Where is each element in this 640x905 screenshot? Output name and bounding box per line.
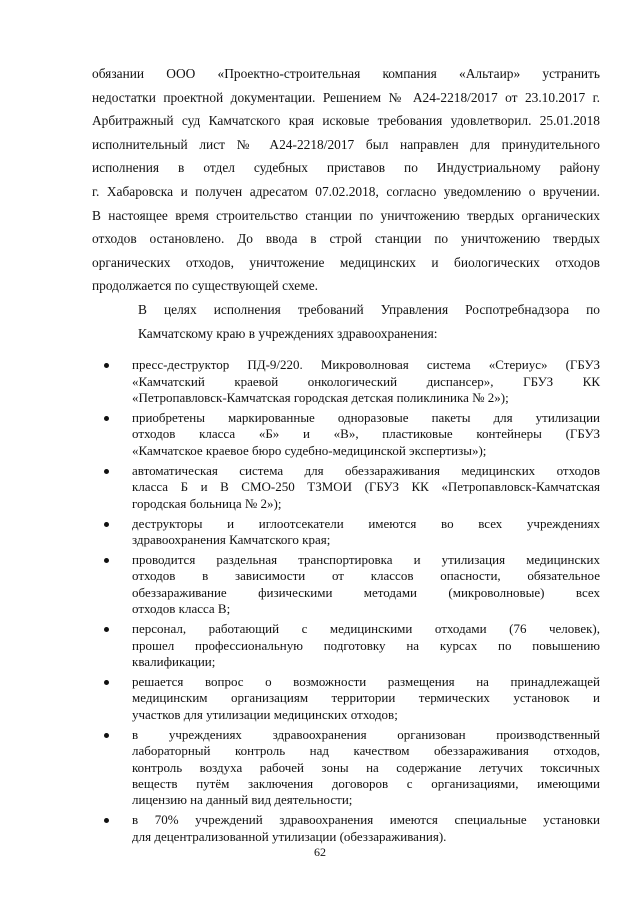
bullet-icon (104, 733, 109, 738)
text-line: недостатки проектной документации. Решением № А24-2218/2017 от 23.10.2017 г. (92, 89, 600, 105)
list-item-line: отходов класса «Б» и «В», пластиковые контейнеры (ГБУЗ (132, 426, 600, 442)
text-line: г. Хабаровска и получен адресатом 07.02.2018, согласно уведомлению о вручении. (92, 183, 600, 199)
list-item (92, 552, 600, 618)
page-number: 62 (314, 845, 326, 859)
list-item-line: в учреждениях здравоохранения организован производственный (132, 726, 600, 742)
list-item (92, 674, 600, 723)
list-item (92, 410, 600, 459)
list-item-line: веществ путём заключения договоров с организациями, имеющими (132, 776, 600, 792)
list-item-line: прошел профессиональную подготовку на курсах по повышению (132, 637, 600, 653)
paragraph (92, 298, 600, 345)
list-item-line: «Камчатский краевой онкологический диспансер», ГБУЗ КК (132, 373, 600, 389)
list-item-line: отходов класса В; (132, 601, 231, 617)
list-item-line: «Камчатское краевое бюро судебно-медицинской экспертизы»); (132, 442, 487, 458)
text-line: исполнительный лист № А24-2218/2017 был направлен для принудительного (92, 136, 600, 152)
list-item-line: пресс-деструктор ПД-9/220. Микроволновая система «Стериус» (ГБУЗ (132, 357, 600, 373)
list-item-line: персонал, работающий с медицинскими отходами (76 человек), (132, 621, 600, 637)
text-line: органических отходов, уничтожение медицинских и биологических отходов (92, 254, 600, 270)
list-item-line: для децентрализованной утилизации (обеззараживания). (132, 828, 447, 844)
list-item-line: приобретены маркированные одноразовые пакеты для утилизации (132, 409, 600, 425)
list-item-line: участков для утилизации медицинских отходов; (132, 706, 398, 722)
paragraph (92, 62, 600, 298)
text-line: исполнения в отдел судебных приставов по Индустриальному району (92, 160, 600, 176)
body-text (92, 62, 600, 345)
bullet-icon (104, 522, 109, 527)
list-item-line: контроль воздуха рабочей зоны на содержание летучих токсичных (132, 759, 600, 775)
list-item-line: квалификации; (132, 654, 216, 669)
list-item (92, 727, 600, 809)
list-item-line: здравоохранения Камчатского края; (132, 531, 331, 547)
list-item (92, 357, 600, 406)
bullet-icon (104, 469, 109, 474)
bullet-icon (104, 416, 109, 421)
bullet-icon (104, 363, 109, 368)
list-item-line: автоматическая система для обеззараживания медицинских отходов (132, 462, 600, 478)
text-line: В настоящее время строительство станции по уничтожению твердых органических (92, 207, 600, 223)
list-item-line: деструкторы и иглоотсекатели имеются во всех учреждениях (132, 515, 600, 531)
list-item-line: лицензию на данный вид деятельности; (132, 792, 353, 808)
list-item (92, 621, 600, 670)
text-line: Арбитражный суд Камчатского края исковые требования удовлетворил. 25.01.2018 (92, 113, 600, 129)
text-line: Камчатскому краю в учреждениях здравоохранения: (138, 325, 438, 341)
text-line: В целях исполнения требований Управления Роспотребнадзора по (138, 301, 600, 317)
bullet-icon (104, 627, 109, 632)
list-item (92, 463, 600, 512)
bullet-icon (104, 558, 109, 563)
list-item-line: городская больница № 2»); (132, 495, 282, 511)
measures-list (92, 357, 600, 845)
text-line: отходов остановлено. До ввода в строй станции по уничтожению твердых (92, 231, 600, 247)
bullet-icon (104, 818, 109, 823)
list-item-line: решается вопрос о возможности размещения на принадлежащей (132, 674, 600, 689)
text-line: продолжается по существующей схеме. (92, 278, 319, 294)
list-item-line: отходов в зависимости от классов опасности, обязательное (132, 568, 600, 584)
list-item-line: проводится раздельная транспортировка и утилизация медицинских (132, 551, 600, 567)
list-item-line: «Петропавловск-Камчатская городская детская поликлиника № 2»); (132, 389, 509, 405)
list-item-line: лабораторный контроль над качеством обеззараживания отходов, (132, 743, 600, 759)
text-line: обязании ООО «Проектно-строительная компания «Альтаир» устранить (92, 66, 600, 81)
list-item (92, 812, 600, 845)
list-item-line: класса Б и В СМО-250 ТЗМОИ (ГБУЗ КК «Петропавловск-Камчатская (132, 479, 600, 495)
list-item-line: обеззараживание физическими методами (микроволновые) всех (132, 584, 600, 600)
bullet-icon (104, 680, 109, 685)
list-item-line: медицинским организациям территории термических установок и (132, 690, 600, 706)
list-item (92, 516, 600, 549)
list-item-line: в 70% учреждений здравоохранения имеются специальные установки (132, 812, 600, 828)
